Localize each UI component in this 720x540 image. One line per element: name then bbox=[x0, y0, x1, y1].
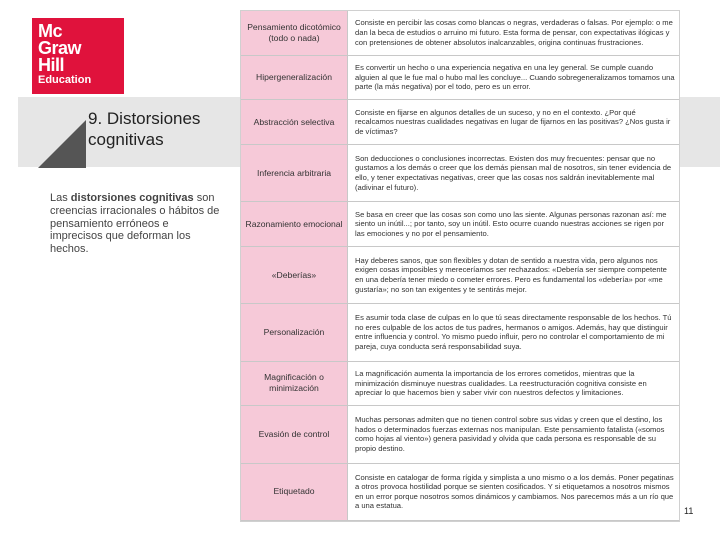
logo-line-1: Mc bbox=[38, 21, 63, 41]
distortions-table bbox=[240, 10, 680, 522]
table-row bbox=[241, 463, 679, 520]
table-row bbox=[241, 144, 679, 201]
table-row bbox=[241, 361, 679, 406]
logo-line-4: Education bbox=[38, 74, 92, 86]
definition-cell: Consiste en catalogar de forma rígida y simplista a uno mismo o a los demás. Poner pegatinas a otros provoca hostilidad porque se sienten cosificados. Y si etiquetamos a nosotros mismos en un error porque nosotros somos dinámicos y cambiamos. Nos parecemos más a un río que a una estatua. bbox=[348, 463, 680, 520]
logo-line-2: Graw bbox=[38, 38, 82, 58]
table-row bbox=[241, 100, 679, 145]
body-paragraph bbox=[50, 192, 222, 256]
term-cell: «Deberías» bbox=[241, 246, 348, 303]
table-row bbox=[241, 406, 679, 463]
term-cell: Hipergeneralización bbox=[241, 55, 348, 100]
definition-cell: Se basa en creer que las cosas son como uno las siente. Algunas personas razonan así: me siento un inútil...; por tanto, soy un inútil. Esto ocurre cuando nuestras acciones se rigen por las emociones y no por el pensamiento. bbox=[348, 202, 680, 247]
right-band bbox=[678, 97, 720, 167]
term-cell: Razonamiento emocional bbox=[241, 202, 348, 247]
definition-cell: Hay deberes sanos, que son flexibles y dotan de sentido a nuestra vida, pero algunos nos exigen cosas imposibles y mereceríamos ser rechazados: «Debería ser siempre competente en una debería tener miedo o cometer errores. Pero es fundamental los «debería» por «me gustaría»; no son tan exigentes y te sentirás mejor. bbox=[348, 246, 680, 303]
body-suffix: son creencias irracionales o hábitos de pensamiento erróneos e imprecisos que deforman los hechos. bbox=[50, 192, 220, 256]
slide-title: 9. Distorsiones cognitivas bbox=[88, 109, 201, 149]
term-cell: Abstracción selectiva bbox=[241, 100, 348, 145]
title-triangle-decoration bbox=[38, 120, 86, 168]
term-cell: Inferencia arbitraria bbox=[241, 144, 348, 201]
definition-cell: Consiste en fijarse en algunos detalles de un suceso, y no en el contexto. ¿Por qué recalcamos nuestras cualidades negativas en lugar de fijarnos en las positivas? ¿Nos gusta ir de víctimas? bbox=[348, 100, 680, 145]
body-prefix: Las bbox=[50, 192, 71, 204]
table-row bbox=[241, 11, 679, 55]
table-row bbox=[241, 55, 679, 100]
definition-cell: La magnificación aumenta la importancia de los errores cometidos, mientras que la minimización disminuye nuestras cualidades. La reestructuración cognitiva consiste en apreciar lo que hacemos bien y saber vivir con nuestros defectos y limitaciones. bbox=[348, 361, 680, 406]
table-row bbox=[241, 246, 679, 303]
body-bold-term: distorsiones cognitivas bbox=[70, 192, 194, 204]
table-row bbox=[241, 202, 679, 247]
table-row bbox=[241, 304, 679, 361]
definition-cell: Es asumir toda clase de culpas en lo que tú seas directamente responsable de los hechos. Tú no eres culpable de los actos de tus padres, hermanos o amigos. Además, hay que distinguir entre influencia y control. Yo mismo puedo influir, pero no controlar el comportamiento de mi pareja, cuya conducta será responsabilidad suya. bbox=[348, 304, 680, 361]
mcgraw-hill-logo bbox=[32, 18, 124, 94]
page-number: 11 bbox=[684, 506, 694, 516]
term-cell: Magnificación o minimización bbox=[241, 361, 348, 406]
definition-cell: Muchas personas admiten que no tienen control sobre sus vidas y creen que el destino, los hados o determinados fuerzas externas nos manipulan. Este pensamiento fatalista («somos como hojas al viento») genera pasividad y olvida que cada persona es responsable de su propio destino. bbox=[348, 406, 680, 463]
definition-cell: Son deducciones o conclusiones incorrectas. Existen dos muy frecuentes: pensar que no gustamos a los demás o creer que los demás piensan mal de nosotros, sin tener evidencia de ello, y tener expectativas negativas, creer que las cosas nos saldrán inevitablemente mal (adivinar el futuro). bbox=[348, 144, 680, 201]
logo-line-3: Hill bbox=[38, 55, 65, 75]
term-cell: Personalización bbox=[241, 304, 348, 361]
term-cell: Evasión de control bbox=[241, 406, 348, 463]
definition-cell: Es convertir un hecho o una experiencia negativa en una ley general. Se cumple cuando alguien al que le fue mal o hubo mal les concluye... Cuando sobregeneralizamos tomamos una parte (la más negativa) por el todo, pero es un error. bbox=[348, 55, 680, 100]
term-cell: Etiquetado bbox=[241, 463, 348, 520]
definition-cell: Consiste en percibir las cosas como blancas o negras, verdaderas o falsas. Por ejemplo: o me dan la beca de estudios o arruino mi futuro. Esta forma de pensar, con expectativas ilógicas y con pretensiones de obtener absolutos inalcanzables, origina continuas frustraciones. bbox=[348, 11, 680, 55]
term-cell: Pensamiento dicotómico (todo o nada) bbox=[241, 11, 348, 55]
